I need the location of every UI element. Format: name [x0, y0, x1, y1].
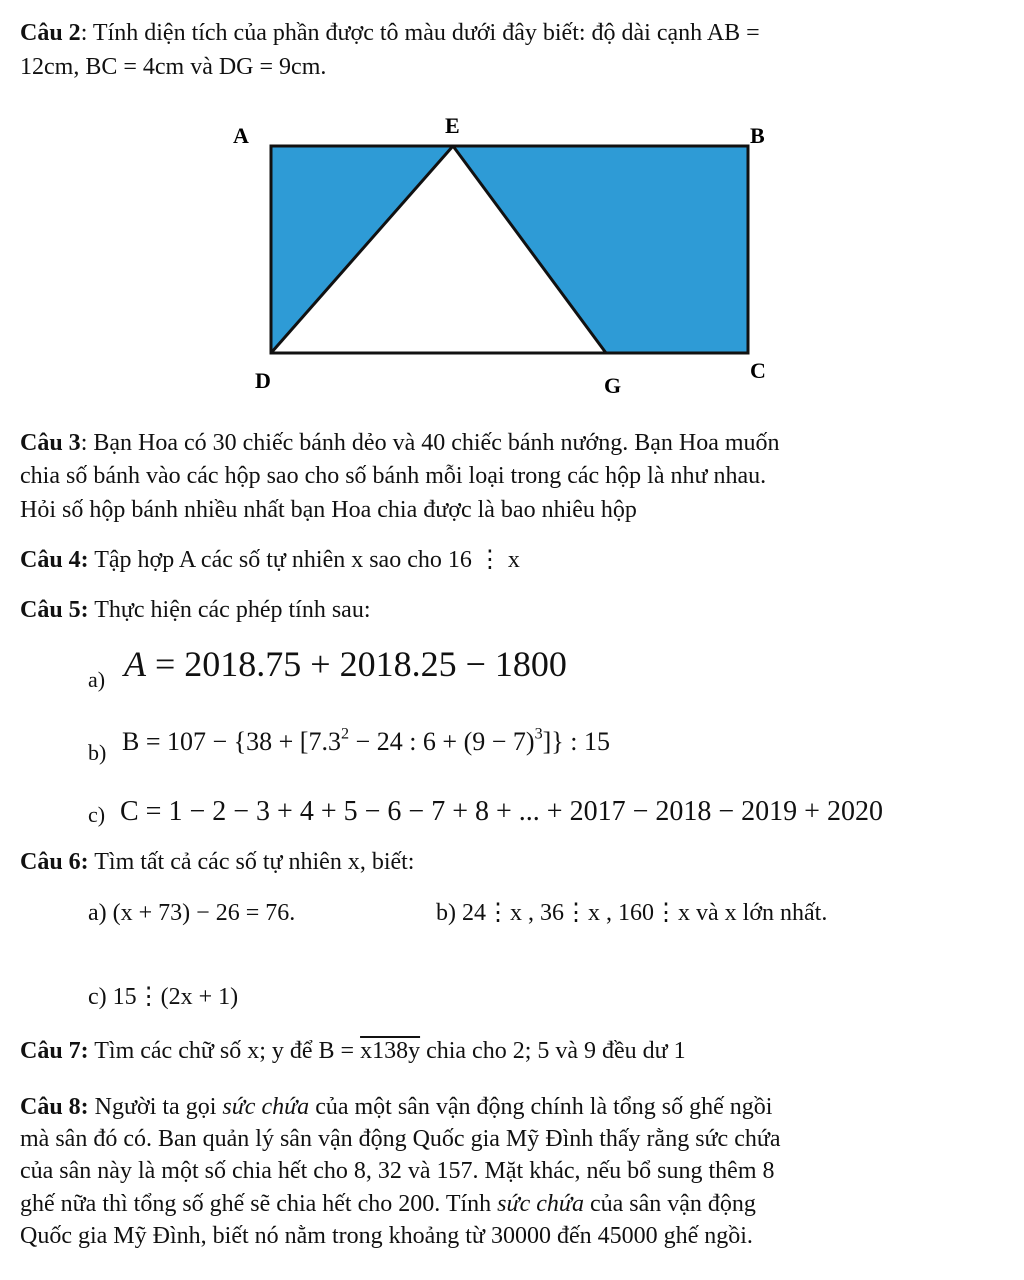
- cau6-b: b) 24⋮x , 36⋮x , 160⋮x và x lớn nhất.: [436, 900, 828, 926]
- cau2-line1: [20, 18, 1004, 48]
- cau8-line3: của sân này là một số chia hết cho 8, 32 và 157. Mặt khác, nếu bổ sung thêm 8: [20, 1158, 775, 1184]
- cau8-l1-italic: sức chứa: [222, 1094, 310, 1120]
- label-e: E: [445, 113, 460, 138]
- cau6-a: a) (x + 73) − 26 = 76.: [88, 900, 296, 926]
- cau7-post: chia cho 2; 5 và 9 đều dư 1: [420, 1038, 686, 1064]
- cau8-l4-italic: sức chứa: [497, 1191, 584, 1217]
- cau8-line5: Quốc gia Mỹ Đình, biết nó nằm trong khoảng từ 30000 đến 45000 ghế ngồi.: [20, 1223, 753, 1249]
- label-c: C: [750, 358, 766, 383]
- cau6-text: Tìm tất cả các số tự nhiên x, biết:: [88, 849, 415, 875]
- cau7-pre: Tìm các chữ số x; y để B =: [88, 1038, 361, 1064]
- cau3-line3: Hỏi số hộp bánh nhiều nhất bạn Hoa chia được là bao nhiêu hộp: [20, 497, 637, 523]
- cau5-label: Câu 5:: [20, 597, 89, 623]
- cau5-b-post: ]} : 15: [542, 727, 610, 756]
- cau5-b-label: b): [88, 740, 107, 765]
- cau5-a-expr-visible: = 2018.75 + 2018.25 − 1800: [146, 644, 567, 684]
- cau7-line: [20, 1036, 1004, 1066]
- cau5-b-exp1: 2: [340, 725, 350, 743]
- cau5-b-pre: B = 107 − {38 + [7.3: [122, 727, 341, 756]
- cau8-l1a: Người ta gọi: [88, 1094, 223, 1120]
- cau5-a-label: a): [88, 667, 106, 692]
- cau6-label: Câu 6:: [20, 849, 89, 875]
- cau5-b-expression: [122, 722, 610, 762]
- cau5-a-expression: A = 2018.75 + 2018.25 − 1800: [124, 644, 567, 684]
- cau8-line4: [20, 1189, 1004, 1219]
- cau2-text1: : Tính diện tích của phần được tô màu dưới đây biết: độ dài cạnh AB =: [80, 20, 760, 46]
- cau8-label: Câu 8:: [20, 1094, 89, 1120]
- cau7-overline-number: x138y: [360, 1038, 421, 1064]
- label-a: A: [233, 123, 249, 148]
- cau5-b-mid: − 24 : 6 + (9 − 7): [349, 727, 535, 756]
- label-b: B: [750, 123, 765, 148]
- cau5-text: Thực hiện các phép tính sau:: [88, 597, 371, 623]
- geometry-figure: [0, 108, 1024, 408]
- shaded-region: [271, 146, 748, 353]
- cau4-text: Tập hợp A các số tự nhiên x sao cho 16 ⋮ x: [88, 547, 520, 573]
- cau6-c: c) 15⋮(2x + 1): [88, 984, 239, 1010]
- cau2-line2: 12cm, BC = 4cm và DG = 9cm.: [20, 54, 327, 80]
- cau4-label: Câu 4:: [20, 547, 89, 573]
- cau7-label: Câu 7:: [20, 1038, 89, 1064]
- cau3-label: Câu 3: [20, 430, 81, 456]
- cau8-line1: [20, 1092, 1004, 1122]
- cau5-c-label: c): [88, 802, 106, 827]
- cau3-text1: : Bạn Hoa có 30 chiếc bánh dẻo và 40 chiếc bánh nướng. Bạn Hoa muốn: [80, 430, 780, 456]
- cau5-b-exp2: 3: [534, 725, 543, 743]
- cau8-l4a: ghế nữa thì tổng số ghế sẽ chia hết cho 200. Tính: [20, 1191, 498, 1217]
- cau5-line: [20, 595, 1004, 625]
- label-g: G: [604, 373, 622, 398]
- cau3-line2: chia số bánh vào các hộp sao cho số bánh mỗi loại trong các hộp là như nhau.: [20, 463, 767, 489]
- label-d: D: [255, 368, 271, 393]
- cau6-line: [20, 847, 1004, 877]
- cau8-l1b: của một sân vận động chính là tổng số ghế ngồi: [309, 1094, 773, 1120]
- cau2-label: Câu 2: [20, 20, 81, 46]
- cau4-line: [20, 545, 1004, 575]
- cau3-line1: [20, 428, 1004, 458]
- cau5-c-expression: C = 1 − 2 − 3 + 4 + 5 − 6 − 7 + 8 + ... + 2017 − 2018 − 2019 + 2020: [120, 796, 883, 827]
- cau8-l4b: của sân vận động: [583, 1191, 756, 1217]
- cau8-line2: mà sân đó có. Ban quản lý sân vận động Quốc gia Mỹ Đình thấy rằng sức chứa: [20, 1126, 781, 1152]
